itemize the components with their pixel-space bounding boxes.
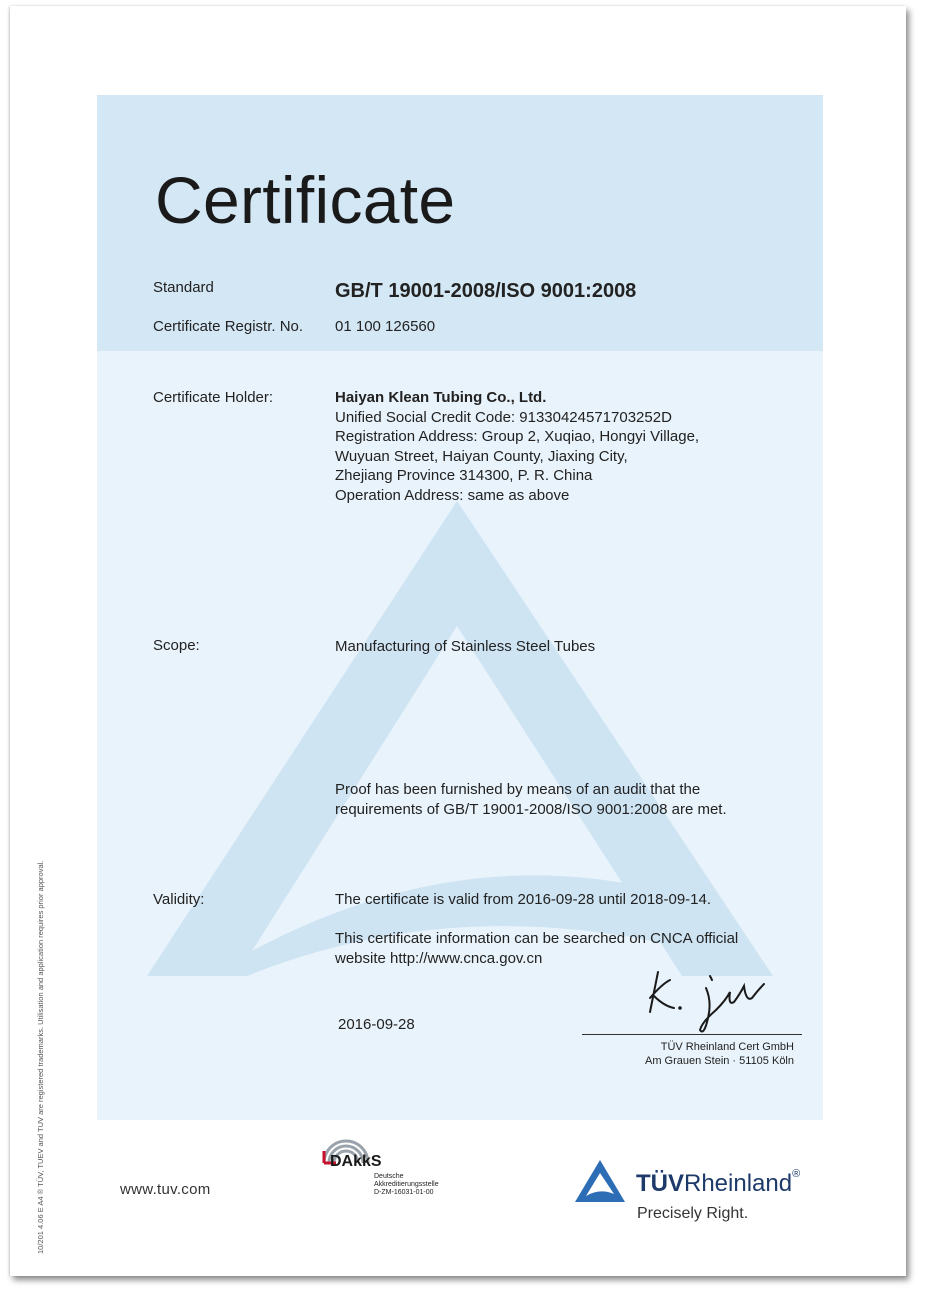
issuer-street: Am Grauen Stein · 51105 Köln [645, 1055, 794, 1067]
standard-value: GB/T 19001-2008/ISO 9001:2008 [335, 280, 637, 302]
holder-address-line: Registration Address: Group 2, Xuqiao, Hongyi Village, [335, 428, 700, 445]
dakks-text [374, 1173, 439, 1197]
registered-mark: ® [792, 1168, 801, 1180]
dakks-line: Deutsche [374, 1173, 404, 1180]
trademark-side-note: 10/201 4.06 E A4 ® TÜV, TUEV and TUV are registered trademarks. Utilisation and application requires prior approval. [36, 860, 45, 1254]
tuv-tagline: Precisely Right. [637, 1205, 749, 1222]
tuv-brand-bold: TÜV [636, 1170, 684, 1197]
tuv-triangle-logo-icon [574, 1158, 626, 1204]
holder-name: Haiyan Klean Tubing Co., Ltd. [335, 389, 547, 406]
issuer-name: TÜV Rheinland Cert GmbH [660, 1041, 794, 1053]
proof-line: requirements of GB/T 19001-2008/ISO 9001:2008 are met. [335, 800, 727, 818]
validity-label: Validity: [153, 891, 205, 908]
standard-label: Standard [153, 279, 214, 296]
proof-statement [335, 780, 727, 819]
cnca-line: website http://www.cnca.gov.cn [335, 949, 543, 967]
holder-details [335, 388, 699, 505]
cnca-line: This certificate information can be searched on CNCA official [335, 930, 739, 947]
website-link[interactable]: www.tuv.com [120, 1181, 211, 1198]
dakks-line: Akkreditierungsstelle [374, 1181, 439, 1188]
holder-address-line: Zhejiang Province 314300, P. R. China [335, 467, 593, 484]
tuv-brand-rest: Rheinland [684, 1170, 793, 1197]
holder-operation-address: Operation Address: same as above [335, 486, 570, 504]
holder-label: Certificate Holder: [153, 389, 274, 406]
certificate-title: Certificate [155, 163, 456, 237]
proof-line: Proof has been furnished by means of an audit that the [335, 781, 701, 798]
dakks-name: DAkkS [330, 1153, 382, 1170]
issuer-address [606, 1040, 794, 1068]
validity-value: The certificate is valid from 2016-09-28 until 2018-09-14. [335, 891, 712, 908]
holder-address-line: Wuyuan Street, Haiyan County, Jiaxing City, [335, 447, 628, 465]
signature-icon [640, 962, 780, 1040]
tuv-brand [636, 1170, 800, 1198]
scope-label: Scope: [153, 637, 200, 654]
dakks-line: D-ZM-16031-01-00 [374, 1189, 434, 1196]
scope-value: Manufacturing of Stainless Steel Tubes [335, 638, 596, 655]
issue-date: 2016-09-28 [338, 1016, 415, 1033]
signature-line [582, 1034, 802, 1035]
registration-number-label: Certificate Registr. No. [153, 318, 304, 335]
holder-credit-code: Unified Social Credit Code: 91330424571703252D [335, 408, 672, 426]
registration-number-value: 01 100 126560 [335, 318, 436, 335]
